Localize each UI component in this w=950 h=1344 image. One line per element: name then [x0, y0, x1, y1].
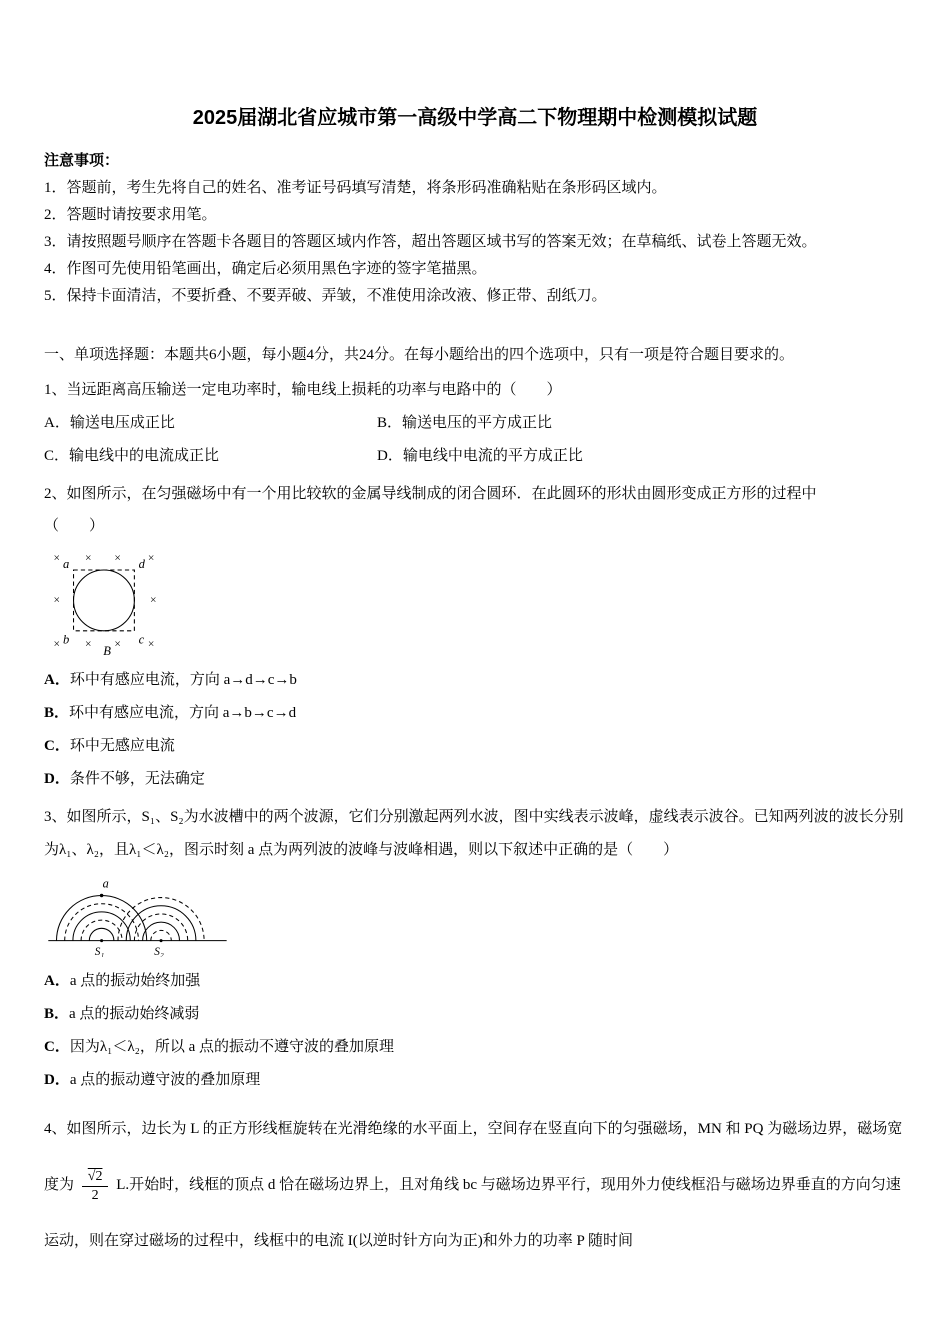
- option-letter: D．: [44, 1072, 70, 1088]
- question-4-stem-part2: L.开始时，线框的顶点 d 恰在磁场边界上，且对角线 bc 与磁场边界平行，现用外力使线框沿与磁场边界垂直的方向匀速运动，则在穿过磁场的过程中，线框中的电流 I(以逆时针方向为正)和外力的功率 P 随时间: [44, 1177, 901, 1249]
- question-3-option-d: [44, 1064, 906, 1097]
- question-3-option-b: [44, 998, 906, 1031]
- wave-trough-arc: [81, 920, 122, 941]
- source-s1-dot: [100, 939, 103, 942]
- point-a-dot: [100, 894, 103, 897]
- option-letter: C．: [44, 738, 70, 754]
- field-into-page-icon: ×: [114, 638, 121, 651]
- field-into-page-icon: ×: [53, 552, 60, 565]
- option-text: 输送电压的平方成正比: [402, 415, 553, 431]
- question-1-option-c: [44, 440, 377, 473]
- question-3-stem: 3、如图所示，S₁、S₂为水波槽中的两个波源，它们分别激起两列水波，图中实线表示波峰，虚线表示波谷。已知两列波的波长分别为λ₁、λ₂，且λ₁＜λ₂，图示时刻 a 点为两列波的波峰与波峰相遇，则以下叙述中正确的是（ ）: [44, 809, 904, 858]
- notice-item: 2．答题时请按要求用笔。: [44, 207, 217, 223]
- question-1-option-d: [377, 440, 906, 473]
- field-into-page-icon: ×: [147, 552, 155, 565]
- question-4-stem: [44, 1101, 906, 1269]
- question-1-option-b: [377, 407, 906, 440]
- field-into-page-icon: ×: [114, 552, 121, 565]
- option-text: a 点的振动遵守波的叠加原理: [69, 1072, 261, 1088]
- field-into-page-icon: ×: [147, 638, 155, 651]
- field-into-page-icon: ×: [53, 594, 60, 607]
- page-title: 2025届湖北省应城市第一高级中学高二下物理期中检测模拟试题: [192, 107, 758, 129]
- option-text: a 点的振动始终减弱: [69, 1006, 200, 1022]
- question-1-options: [44, 407, 906, 473]
- option-text: 输电线中电流的平方成正比: [402, 448, 583, 464]
- question-4-stem-part1: 4、如图所示，边长为 L 的正方形线框旋转在光滑绝缘的水平面上，空间存在竖直向下的匀强磁场，MN 和 PQ 为磁场边界，磁场宽度为: [44, 1121, 903, 1193]
- section-one-header: 一、单项选择题：本题共6小题，每小题4分，共24分。在每小题给出的四个选项中，只有一项是符合题目要求的。: [44, 347, 795, 363]
- source-s2-label: S₂: [154, 945, 164, 957]
- question-1-option-a: [44, 407, 377, 440]
- question-2-stem: 2、如图所示，在匀强磁场中有一个用比较软的金属导线制成的闭合圆环．在此圆环的形状由圆形变成正方形的过程中: [44, 486, 817, 502]
- question-4: [44, 1101, 906, 1269]
- field-into-page-icon: ×: [84, 638, 92, 651]
- question-1: [44, 374, 906, 473]
- option-letter: D．: [44, 771, 70, 787]
- notice-item: 5．保持卡面清洁，不要折叠、不要弄破、弄皱，不准使用涂改液、修正带、刮纸刀。: [44, 288, 607, 304]
- notice-item: 4．作图可先使用铅笔画出，确定后必须用黑色字迹的签字笔描黑。: [44, 261, 487, 277]
- option-text: 环中有感应电流，方向 a→b→c→d: [69, 705, 297, 721]
- question-3: [44, 801, 906, 1097]
- option-letter: A．: [44, 672, 70, 688]
- option-text: a 点的振动始终加强: [69, 973, 201, 989]
- wave-crest-arc: [143, 922, 180, 940]
- question-2-option-d: [44, 763, 906, 796]
- notice-header: 注意事项：: [44, 153, 120, 169]
- fraction-numerator: √2: [82, 1167, 109, 1187]
- wave-crest-arc: [126, 906, 196, 941]
- question-2-option-a: [44, 664, 906, 697]
- corner-label-c: c: [138, 632, 145, 647]
- question-3-figure: [46, 875, 906, 957]
- option-text: 条件不够，无法确定: [69, 771, 205, 787]
- option-text: 输电线中的电流成正比: [69, 448, 220, 464]
- option-letter: A．: [44, 973, 70, 989]
- corner-label-d: d: [138, 556, 145, 571]
- question-1-stem: 1、当远距离高压输送一定电功率时，输电线上损耗的功率与电路中的（ ）: [44, 382, 562, 398]
- option-letter: B．: [44, 1006, 70, 1022]
- wave-crest-arc: [89, 928, 114, 940]
- option-letter: D．: [377, 448, 403, 464]
- fraction-denominator: 2: [91, 1188, 99, 1204]
- wave-trough-arc: [118, 898, 204, 941]
- option-letter: B．: [44, 705, 70, 721]
- question-2: [44, 478, 906, 796]
- option-text: 因为λ₁＜λ₂，所以 a 点的振动不遵守波的叠加原理: [69, 1039, 395, 1055]
- question-2-figure: [46, 549, 906, 656]
- question-3-option-a: [44, 965, 906, 998]
- wave-crest-arc: [57, 896, 147, 941]
- notice-item: 3．请按照题号顺序在答题卡各题目的答题区域内作答，超出答题区域书写的答案无效；在草稿纸、试卷上答题无效。: [44, 234, 817, 250]
- question-2-answer-blank: （ ）: [44, 518, 105, 534]
- option-letter: C．: [44, 448, 70, 464]
- option-letter: B．: [377, 415, 403, 431]
- option-text: 环中有感应电流，方向 a→d→c→b: [69, 672, 297, 688]
- corner-label-b: b: [63, 632, 70, 647]
- option-letter: A．: [44, 415, 70, 431]
- field-label-B: B: [103, 643, 111, 656]
- wave-trough-arc: [65, 904, 139, 941]
- water-wave-figure: [46, 875, 231, 957]
- wave-trough-arc: [134, 914, 187, 941]
- corner-label-a: a: [63, 556, 70, 571]
- question-3-option-c: [44, 1031, 906, 1064]
- point-a-label: a: [102, 876, 109, 891]
- magnetic-field-loop-figure: [46, 549, 164, 656]
- source-s1-label: S₁: [94, 945, 105, 957]
- field-into-page-icon: ×: [53, 638, 60, 651]
- fraction-sqrt2-over-2: [82, 1167, 109, 1204]
- question-2-option-b: [44, 697, 906, 730]
- notice-item: 1．答题前，考生先将自己的姓名、准考证号码填写清楚，将条形码准确粘贴在条形码区域内。: [44, 180, 667, 196]
- option-text: 环中无感应电流: [69, 738, 175, 754]
- field-into-page-icon: ×: [84, 552, 92, 565]
- option-letter: C．: [44, 1039, 70, 1055]
- source-s2-dot: [160, 939, 163, 942]
- question-2-option-c: [44, 730, 906, 763]
- notice-section: [44, 148, 906, 310]
- option-text: 输送电压成正比: [69, 415, 175, 431]
- field-into-page-icon: ×: [150, 594, 157, 607]
